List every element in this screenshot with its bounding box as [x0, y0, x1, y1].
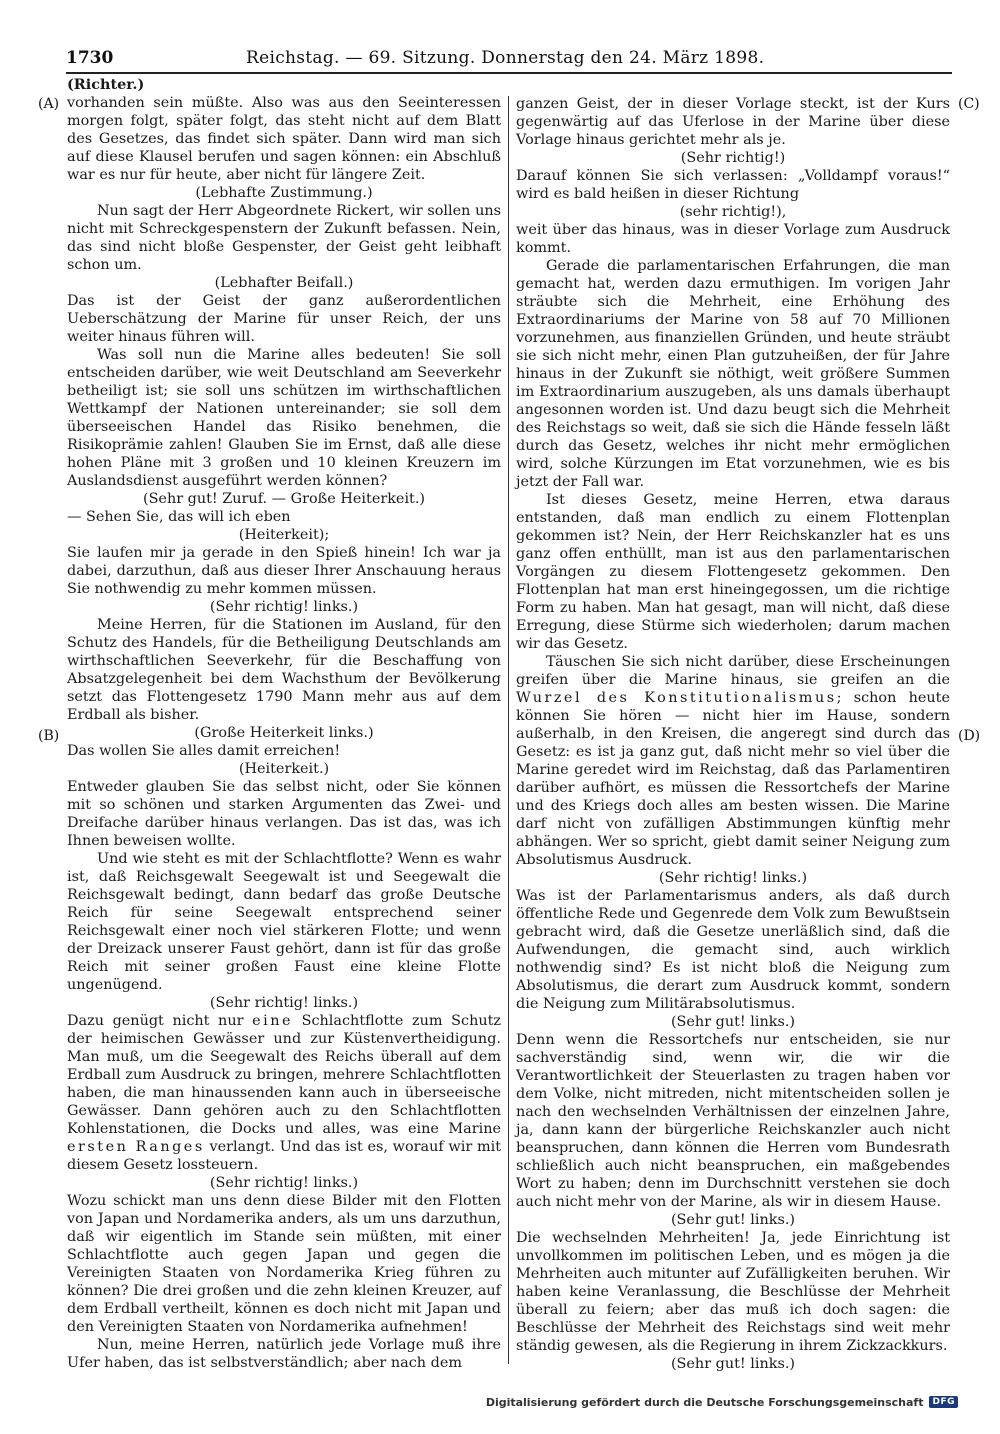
- left-column: [67, 76, 501, 1372]
- paragraph: vorhanden sein müßte. Also was aus den Seeinteressen morgen folgt, später folgt, das steht nicht auf dem Blatt des Gesetzes, das findet sich später. Dann wird man sich auf diese Klausel berufen und sagen können: ein Abschluß war es nur für heute, aber nicht für längere Zeit.: [67, 95, 501, 183]
- interjection: (Sehr richtig! links.): [209, 599, 359, 615]
- text-run: verlangt. Und das ist es, worauf wir mit diesem Gesetz lossteuern.: [67, 1139, 501, 1173]
- text-run: Schlachtflotte zum Schutz der heimischen Gewässer und zur Küstenvertheidigung. Man muß, um die Seegewalt des Reichs überall auf dem Erdball zum Ausdruck zu bringen, mehrere Schlachtflotten haben, die man hinaussenden kann auch in überseeische Gewässer. Dann gehören auch zu den Schlachtflotten Kohlenstationen, die Docks und alles, was eine Marine: [67, 1013, 501, 1137]
- paragraph: Was soll nun die Marine alles bedeuten! Sie soll entscheiden darüber, wie weit Deutschland am Seeverkehr betheiligt ist; sie soll uns schützen im wirthschaftlichen Wettkampf der Nationen untereinander; sie soll dem überseeischen Handel das Risiko benehmen, die Risikoprämie zahlen! Glauben Sie im Ernst, daß alle diese hohen Pläne mit 3 großen und 10 kleinen Kreuzern im Auslandsdienst ausgeführt werden können?: [67, 347, 501, 489]
- margin-mark-a: (A): [38, 96, 60, 112]
- paragraph: Wozu schickt man uns denn diese Bilder mit den Flotten von Japan und Nordamerika anders, als um uns darzuthun, daß wir eigentlich im Stande sein müßten, mit einer Schlachtflotte auch gegen Japan und gegen die Vereinigten Staaten von Nordamerika Krieg führen zu können? Die drei großen und die zehn kleinen Kreuzer, auf dem Erdball vertheilt, können es doch nicht mit Japan und den Vereinigten Staaten von Nordamerika aufnehmen!: [67, 1193, 501, 1335]
- paragraph: Das wollen Sie alles damit erreichen!: [67, 743, 341, 759]
- paragraph: Und wie steht es mit der Schlachtflotte? Wenn es wahr ist, daß Reichsgewalt Seegewalt ist und Seegewalt die Reichsgewalt bedingt, dann bedarf das große Deutsche Reich für seine Seegewalt entsprechend seiner Reichsgewalt einer noch viel stärkeren Flotte; und wenn der Dreizack unserer Faust gehört, dann ist für das große Reich mit seiner großen Faust eine kleine Flotte ungenügend.: [67, 851, 501, 993]
- paragraph: Die wechselnden Mehrheiten! Ja, jede Einrichtung ist unvollkommen im politischen Leben, und es mögen ja die Mehrheiten auch mitunter auf Zufälligkeiten beruhen. Wir haben keine Veranlassung, die Beschlüsse der Mehrheit überall zu feiern; aber das muß ich doch sagen: die Beschlüsse der Mehrheit des Reichstags sind weit mehr ständig gewesen, als die Regierung in ihrem Zickzackkurs.: [516, 1230, 950, 1354]
- spaced-emphasis: eine: [252, 1013, 293, 1029]
- paragraph: ganzen Geist, der in dieser Vorlage steckt, ist der Kurs gegenwärtig auf das Uferlose in der Marine über diese Vorlage hinaus gerichtet mehr als je.: [516, 96, 950, 148]
- spaced-emphasis: Wurzel des Konstitutionalismus: [516, 690, 837, 706]
- margin-mark-b: (B): [38, 728, 60, 744]
- spaced-emphasis: ersten Ranges: [67, 1139, 205, 1155]
- paragraph: [516, 653, 950, 869]
- page-header: [66, 48, 952, 74]
- paragraph: Denn wenn die Ressortchefs nur entscheiden, sie nur sachverständig sind, wenn wir, die wir die Verantwortlichkeit der Steuerlasten zu tragen haben vor dem Volke, nicht mitreden, nicht mitentscheiden sollen je nach den wechselnden Verhältnissen der einzelnen Jahre, ja, dann kann der bürgerliche Reichskanzler auch nicht beanspruchen, dann können die Herren vom Bundesrath schließlich auch nicht beanspruchen, ein maßgebendes Wort zu haben; denn im Durchschnitt verstehen sie doch auch nicht mehr von der Marine, als wir in diesem Hause.: [516, 1032, 950, 1210]
- text-run: Dazu genügt nicht nur: [67, 1013, 253, 1029]
- paragraph: weit über das hinaus, was in dieser Vorlage zum Ausdruck kommt.: [516, 222, 950, 256]
- paragraph: Darauf können Sie sich verlassen: „Volldampf voraus!“ wird es bald heißen in dieser Richtung: [516, 168, 950, 202]
- speaker-name: (Richter.): [67, 76, 145, 93]
- paragraph: Sie laufen mir ja gerade in den Spieß hinein! Ich war ja dabei, darzuthun, daß aus dieser Ihrer Anschauung heraus Sie nothwendig zu mehr kommen müssen.: [67, 545, 501, 597]
- paragraph: Was ist der Parlamentarismus anders, als daß durch öffentliche Rede und Gegenrede dem Volk zum Bewußtsein gebracht wird, daß die Gesetze unerläßlich sind, daß die Aufwendungen, die gemacht sind, auch wirklich nothwendig sind? Es ist nicht bloß die Neigung zum Absolutismus, die derart zum Ausdruck kommt, sondern die Neigung zum Militärabsolutismus.: [516, 888, 950, 1012]
- header-rule: [66, 72, 952, 74]
- paragraph: Nun sagt der Herr Abgeordnete Rickert, wir sollen uns nicht mit Schreckgespenstern der Zukunft befassen. Nein, das sind nicht bloße Gespenster, der Geist geht leibhaft schon um.: [67, 203, 501, 273]
- page-number: 1730: [66, 48, 114, 68]
- dfg-logo: DFG: [929, 1396, 958, 1408]
- running-title: Reichstag. — 69. Sitzung. Donnerstag den 24. März 1898.: [246, 48, 765, 68]
- footer-credit: Digitalisierung gefördert durch die Deutsche Forschungsgemeinschaft: [485, 1395, 924, 1409]
- column-divider: [508, 96, 509, 1364]
- interjection: (Lebhafte Zustimmung.): [195, 185, 373, 201]
- interjection: (Große Heiterkeit links.): [194, 725, 374, 741]
- interjection: (Sehr richtig!): [680, 150, 786, 166]
- interjection: (Sehr gut! links.): [670, 1014, 796, 1030]
- paragraph: [67, 1012, 501, 1174]
- text-run: Täuschen Sie sich nicht darüber, diese Erscheinungen greifen über die Marine hinaus, sie greifen an die: [516, 654, 950, 688]
- paragraph: Ist dieses Gesetz, meine Herren, etwa daraus entstanden, daß man endlich zu einem Flottenplan gekommen ist? Nein, der Herr Reichskanzler hat es uns ganz offen enthüllt, man ist aus den parlamentarischen Vorgängen zu diesem Flottengesetz gekommen. Den Flottenplan hat man erst hineingegossen, um die richtige Form zu haben. Man hat gesagt, man will nicht, daß diese Erregung, diese Stürme sich wiederholen; darum machen wir das Gesetz.: [516, 492, 950, 652]
- paragraph: Nun, meine Herren, natürlich jede Vorlage muß ihre Ufer haben, das ist selbstverständlich; aber nach dem: [67, 1337, 501, 1371]
- interjection: (Sehr gut! Zuruf. — Große Heiterkeit.): [142, 491, 426, 507]
- interjection: (Sehr richtig! links.): [209, 1175, 359, 1191]
- interjection: (Sehr gut! links.): [670, 1356, 796, 1372]
- interjection: (Sehr gut! links.): [670, 1212, 796, 1228]
- paragraph: Gerade die parlamentarischen Erfahrungen, die man gemacht hat, werden dazu ermuthigen. Im vorigen Jahr sträubte sich die Mehrheit, eine Erhöhung des Extraordinariums der Marine von 58 auf 70 Millionen vorzunehmen, aus finanziellen Gründen, und heute sträubt sie sich nicht mehr, einen Plan gutzuheißen, der für Jahre hinaus in der Zukunft sie nöthigt, weit größere Summen im Extraordinarium auszugeben, als uns damals überhaupt angesonnen worden ist. Und dazu beugt sich die Mehrheit des Reichstags so weit, daß sie sich die Hände fesseln läßt durch das Gesetz, welches ihr nicht mehr ermöglichen wird, solche Kürzungen im Etat vorzunehmen, wie es bis jetzt der Fall war.: [516, 258, 950, 490]
- interjection: (Heiterkeit);: [238, 527, 330, 543]
- right-column: [516, 95, 950, 1373]
- margin-mark-d: (D): [958, 728, 981, 744]
- footer: [486, 1394, 958, 1410]
- interjection: (Sehr richtig! links.): [209, 995, 359, 1011]
- margin-mark-c: (C): [958, 96, 980, 112]
- interjection: (Sehr richtig! links.): [658, 870, 808, 886]
- paragraph: Entweder glauben Sie das selbst nicht, oder Sie können mit so schönen und starken Argumenten das Zwei- und Dreifache darüber hinaus verlangen. Das ist das, was ich Ihnen beweisen wollte.: [67, 779, 501, 849]
- interjection: (Heiterkeit.): [238, 761, 330, 777]
- paragraph: — Sehen Sie, das will ich eben: [67, 509, 291, 525]
- paragraph: Meine Herren, für die Stationen im Ausland, für den Schutz des Handels, für die Betheiligung Deutschlands am wirthschaftlichen Seeverkehr, für die Beschaffung von Absatzgelegenheit bei dem Wachsthum der Bevölkerung setzt das Flottengesetz 1790 Mann mehr aus auf dem Erdball als bisher.: [67, 617, 501, 723]
- text-run: ; schon heute können Sie hören — nicht hier im Hause, sondern außerhalb, in den Kreisen, die angeregt sind durch das Gesetz: es ist ja ganz gut, daß nicht mehr so viel über die Marine geredet wird im Reichstag, daß das Parlamentiren darüber aufhört, es müssen die Ressortchefs der Marine und des Kriegs doch alles am besten wissen. Die Marine darf nicht von zufälligen Abstimmungen künftig mehr abhängen. Wer so spricht, giebt damit seiner Neigung zum Absolutismus Ausdruck.: [516, 690, 950, 868]
- interjection: (sehr richtig!),: [679, 204, 787, 220]
- interjection: (Lebhafter Beifall.): [214, 275, 354, 291]
- paragraph: Das ist der Geist der ganz außerordentlichen Ueberschätzung der Marine für unser Reich, der uns weiter hinaus führen will.: [67, 293, 501, 345]
